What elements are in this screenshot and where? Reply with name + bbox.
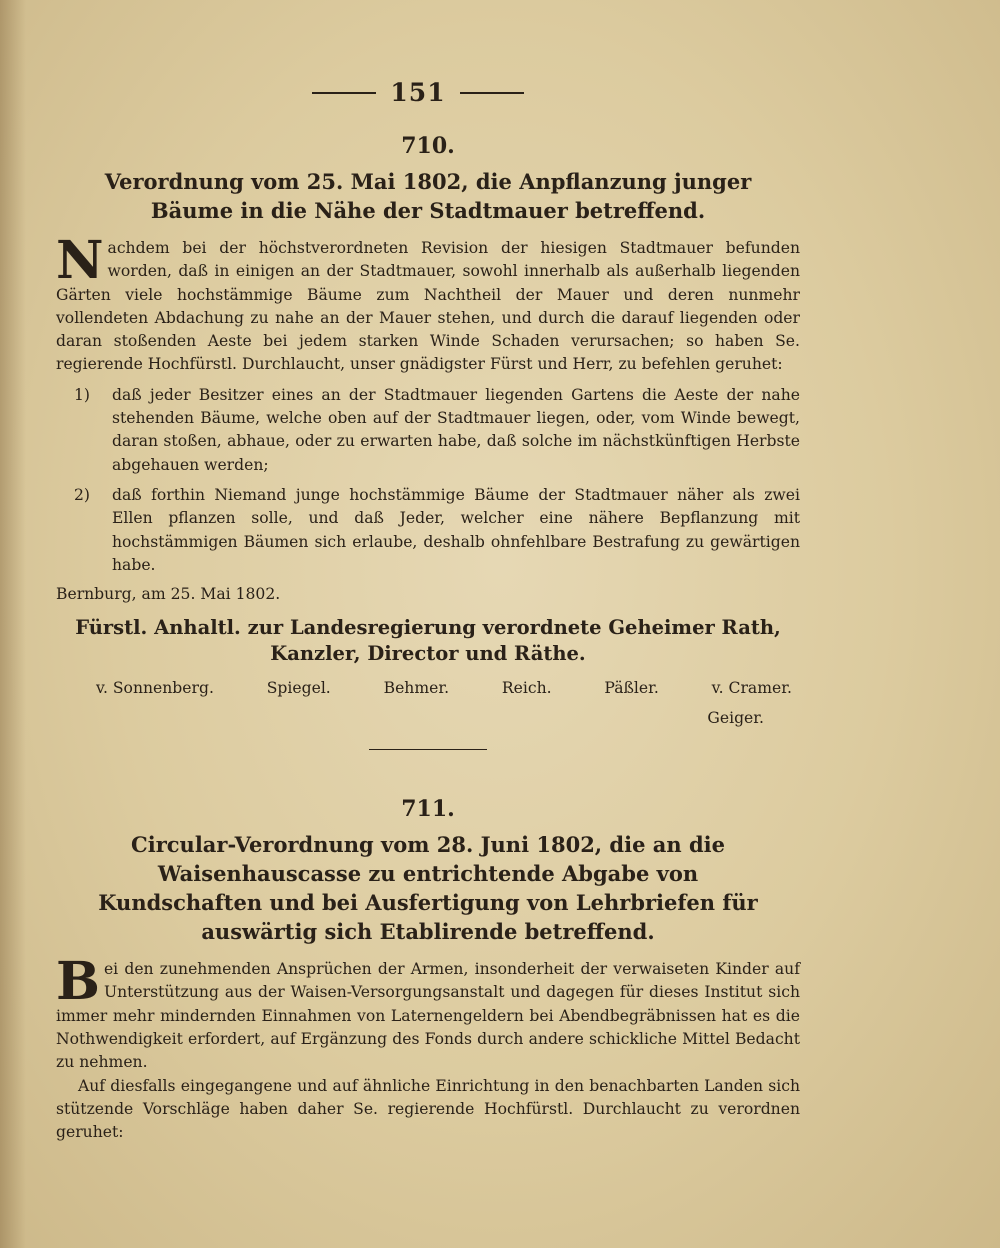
list-item-number: 2) xyxy=(74,485,91,504)
section-711-intro-text: ei den zunehmenden Ansprüchen der Armen, insonderheit der verwaiseten Kinder auf Unterstützung aus der Waisen-Versorgungsanstalt und dagegen für dieses Institut sich immer mehr mindernden Einnahmen von Laternengeldern bei Abendbegräbnissen hat es die Nothwendigkeit erfordert, auf Ergänzung des Fonds durch andere schickliche Mittel Bedacht zu nehmen. xyxy=(56,960,800,1072)
section-710-title: Verordnung vom 25. Mai 1802, die Anpflanzung junger Bäume in die Nähe der Stadtmauer betreffend. xyxy=(104,169,752,223)
section-divider xyxy=(369,749,487,750)
section-710-intro-text: achdem bei der höchstverordneten Revision der hiesigen Stadtmauer befunden worden, daß in einigen an der Stadtmauer, sowohl innerhalb als außerhalb liegenden Gärten viele hochstämmige Bäume zum Nachtheil der Mauer und deren nunmehr vollendeten Abdachung zu nahe an der Mauer stehen, und durch die darauf liegenden oder daran stoßenden Aeste bei jedem starken Winde Schaden verursachen; so haben Se. regierende Hochfürstl. Durchlaucht, unser gnädigster Fürst und Herr, zu befehlen geruhet: xyxy=(56,239,800,374)
list-item xyxy=(56,484,800,577)
section-710-dropcap: N xyxy=(56,230,104,291)
signature: v. Sonnenberg. xyxy=(96,679,214,698)
section-711-dropcap: B xyxy=(56,951,100,1013)
signature: Reich. xyxy=(501,679,552,698)
signature: Spiegel. xyxy=(266,679,331,698)
section-710-date-line: Bernburg, am 25. Mai 1802. xyxy=(56,585,281,604)
signature-row xyxy=(56,679,800,697)
section-711-paragraph-2: Auf diesfalls eingegangene und auf ähnliche Einrichtung in den benachbarten Landen sich stützende Vorschläge haben daher Se. regierende Hochfürstl. Durchlaucht zu verordnen geruhet: xyxy=(56,1076,800,1142)
header-rule-right xyxy=(460,92,524,94)
list-item-text: daß forthin Niemand junge hochstämmige Bäume der Stadtmauer näher als zwei Ellen pflanzen solle, und daß Jeder, welcher eine nähere Bepflanzung mit hochstämmigen Bäumen sich erlaube, deshalb ohnfehlbare Bestrafung zu gewärtigen habe. xyxy=(112,485,800,574)
section-711-title: Circular-Verordnung vom 28. Juni 1802, die an die Waisenhauscasse zu entrichtende Abgabe von Kundschaften und bei Ausfertigung von Lehrbriefen für auswärtig sich Etablirende betreffend. xyxy=(98,832,758,945)
section-711-intro xyxy=(56,951,800,1074)
list-item xyxy=(56,384,800,477)
section-710-intro xyxy=(56,230,800,377)
page-content xyxy=(56,78,800,1160)
section-710-number: 710. xyxy=(401,133,455,159)
list-item-text: daß jeder Besitzer eines an der Stadtmauer liegenden Gartens die Aeste der nahe stehenden Bäume, welche oben auf der Stadtmauer liegen, oder, vom Winde bewegt, daran stoßen, abhaue, oder zu erwarten habe, daß solche im nächstkünftigen Herbste abgehauen werden; xyxy=(112,385,800,474)
signature: Päßler. xyxy=(604,679,659,698)
header-rule-left xyxy=(312,92,376,94)
signature: v. Cramer. xyxy=(711,679,792,698)
section-710-authority: Fürstl. Anhaltl. zur Landesregierung verordnete Geheimer Rath, Kanzler, Director und Räthe. xyxy=(75,616,781,666)
signature-last: Geiger. xyxy=(707,709,764,728)
section-711-number: 711. xyxy=(401,796,455,823)
list-item-number: 1) xyxy=(74,385,91,404)
page-number: 151 xyxy=(390,78,446,107)
page-header xyxy=(36,78,800,107)
signature: Behmer. xyxy=(383,679,450,698)
binding-shadow xyxy=(0,0,26,1248)
